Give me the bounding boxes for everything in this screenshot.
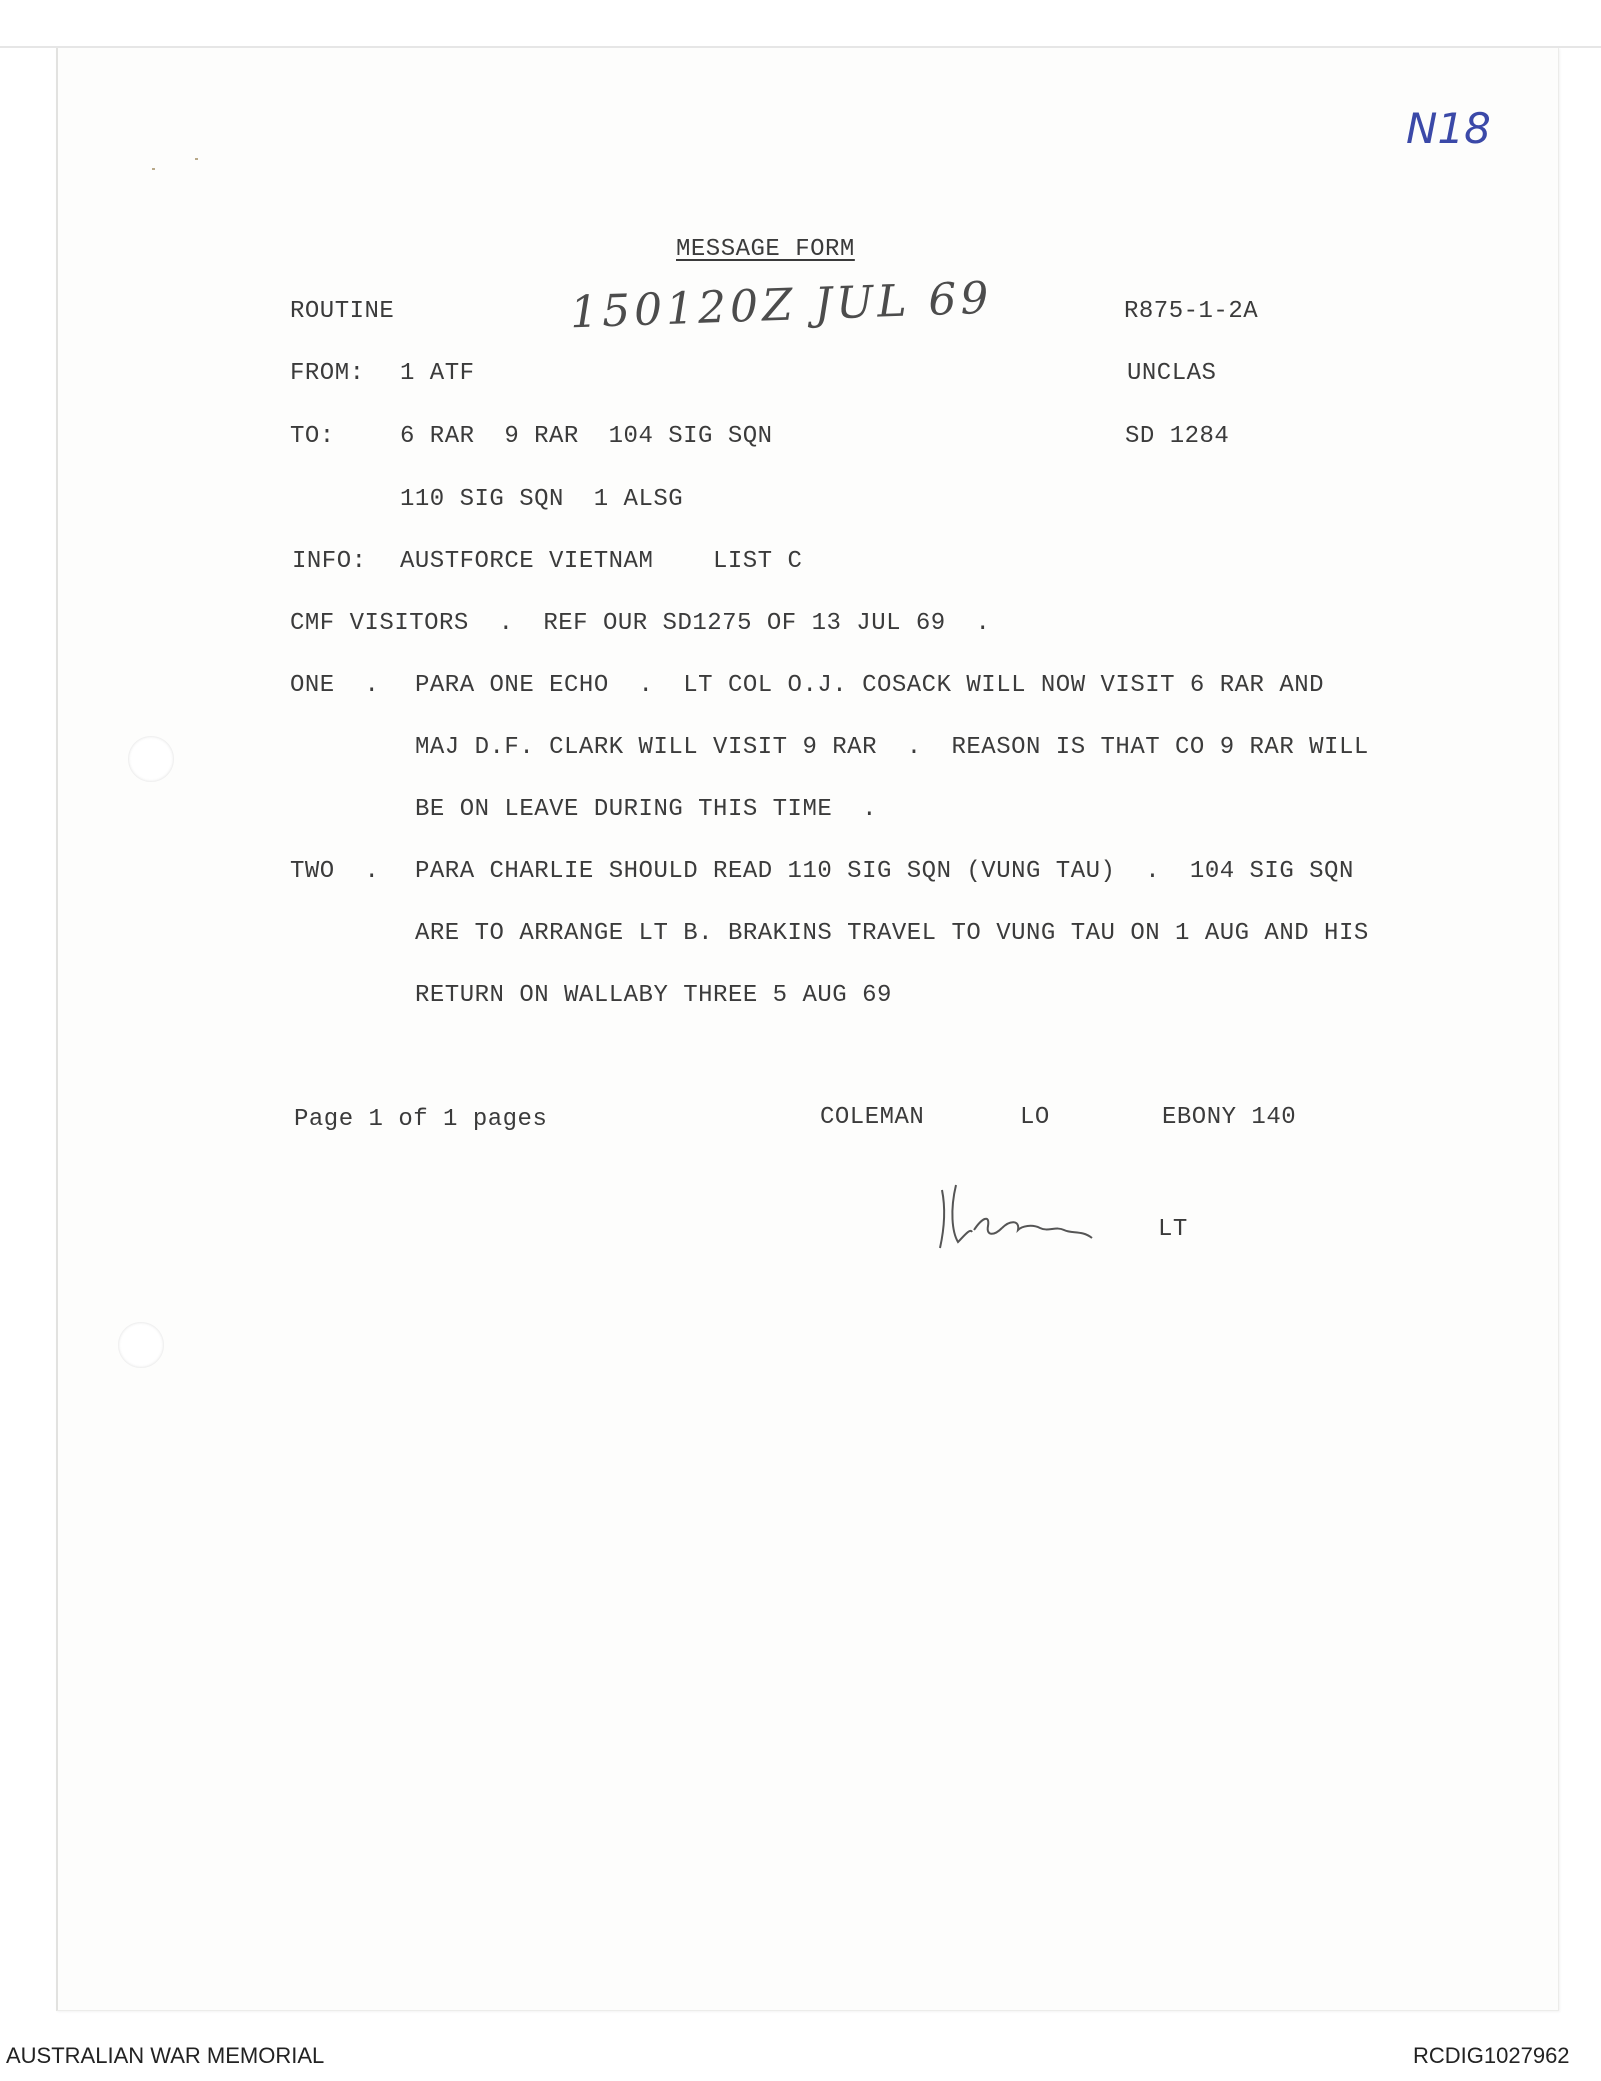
to-addressees-line1: 6 RAR 9 RAR 104 SIG SQN	[400, 423, 773, 450]
message-subject: CMF VISITORS . REF OUR SD1275 OF 13 JUL 69 .	[290, 610, 991, 637]
info-addressees: AUSTFORCE VIETNAM LIST C	[400, 548, 803, 575]
precedence: ROUTINE	[290, 298, 395, 325]
para-one-label: ONE .	[290, 672, 380, 699]
para-two-line: PARA CHARLIE SHOULD READ 110 SIG SQN (VUNG TAU) . 104 SIG SQN	[415, 858, 1354, 885]
date-time-group-handwritten: 150120Z JUL 69	[569, 272, 994, 339]
punch-hole-upper	[128, 736, 174, 782]
archive-identifier: RCDIG1027962	[1413, 2043, 1570, 2068]
signature-rank: LT	[1158, 1216, 1188, 1243]
punch-hole-lower	[118, 1322, 164, 1368]
paper-speck	[152, 168, 155, 170]
message-serial: SD 1284	[1125, 423, 1230, 450]
para-one-line: BE ON LEAVE DURING THIS TIME .	[415, 796, 877, 823]
classification: UNCLAS	[1127, 360, 1217, 387]
para-one-line: PARA ONE ECHO . LT COL O.J. COSACK WILL NOW VISIT 6 RAR AND	[415, 672, 1325, 699]
archive-credit: AUSTRALIAN WAR MEMORIAL	[6, 2043, 325, 2068]
from-label: FROM:	[290, 360, 365, 387]
originator-appointment: LO	[1020, 1104, 1050, 1131]
signature-scrawl	[932, 1170, 1162, 1260]
folio-mark: N18	[1406, 104, 1491, 153]
para-two-line: ARE TO ARRANGE LT B. BRAKINS TRAVEL TO VUNG TAU ON 1 AUG AND HIS	[415, 920, 1369, 947]
originator-name: COLEMAN	[820, 1104, 925, 1131]
para-two-label: TWO .	[290, 858, 380, 885]
para-one-line: MAJ D.F. CLARK WILL VISIT 9 RAR . REASON IS THAT CO 9 RAR WILL	[415, 734, 1369, 761]
paper-speck	[195, 158, 198, 160]
signature	[932, 1170, 1188, 1260]
to-addressees-line2: 110 SIG SQN 1 ALSG	[400, 486, 684, 513]
file-reference: R875-1-2A	[1124, 298, 1259, 325]
to-label: TO:	[290, 423, 335, 450]
originator-telephone: EBONY 140	[1162, 1104, 1297, 1131]
para-two-line: RETURN ON WALLABY THREE 5 AUG 69	[415, 982, 892, 1009]
paper-sheet	[56, 48, 1559, 2011]
page-count: Page 1 of 1 pages	[294, 1106, 548, 1133]
from-value: 1 ATF	[400, 360, 475, 387]
form-title: MESSAGE FORM	[676, 236, 855, 263]
info-label: INFO:	[292, 548, 367, 575]
